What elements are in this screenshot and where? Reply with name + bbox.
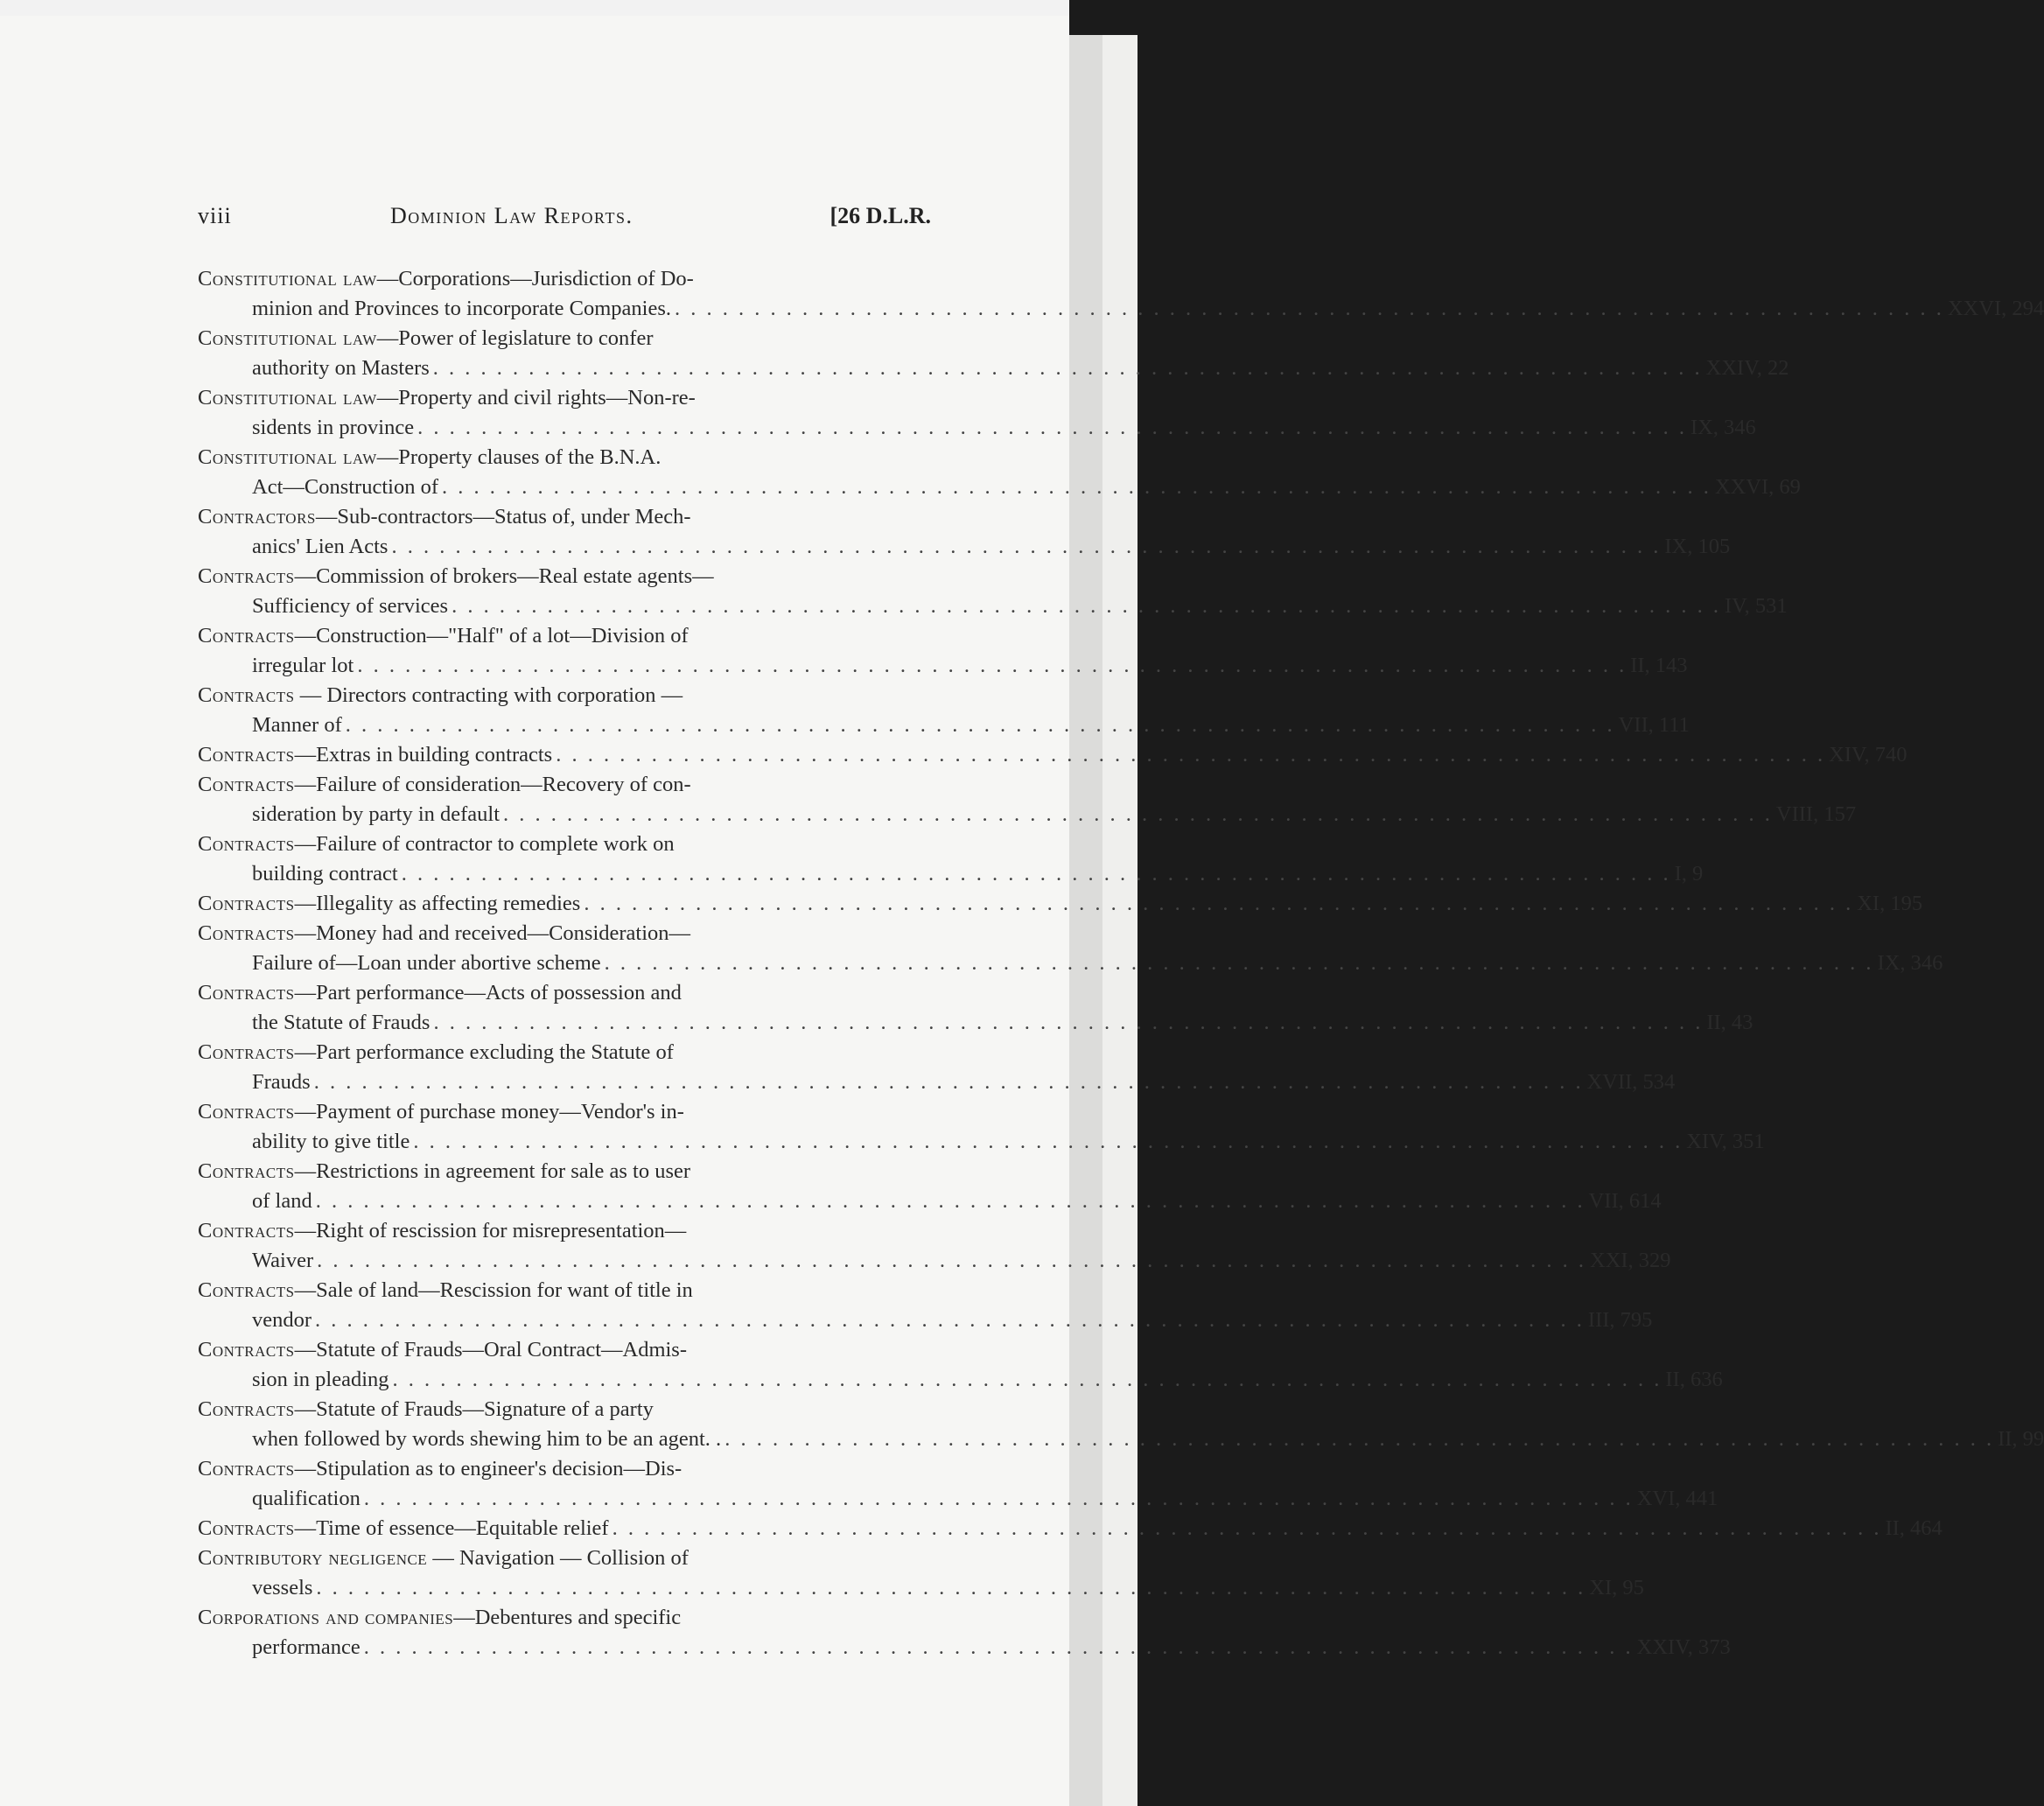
index-entry: [198, 324, 1789, 383]
entry-first-line: [198, 978, 934, 1008]
entry-heading: Constitutional law: [198, 326, 377, 350]
entry-subject: —Debentures and specific: [453, 1606, 682, 1629]
index-entry: [198, 740, 1908, 770]
entry-first-line: [198, 1335, 934, 1365]
index-entry: [198, 770, 1857, 830]
entry-citation: XXIV, 22: [1705, 356, 1789, 380]
entry-continuation-line: [198, 592, 1788, 621]
entry-subject: —Illegality as affecting remedies: [294, 892, 581, 915]
entry-subject: —Failure of contractor to complete work on: [294, 832, 675, 856]
index-entries: [198, 264, 2044, 1662]
index-entry: [198, 1544, 1644, 1603]
entry-heading: Contracts: [198, 1278, 295, 1302]
entry-citation: II, 464: [1885, 1516, 1942, 1540]
entry-citation: XVII, 534: [1586, 1070, 1676, 1094]
dot-leader: . . . . . . . . . . . . . . . . . . . . . . . . . . . . . . . . . . . . . . . . . . . . . . . . . . . . . . . . . . . . . . . . . . . . . . . . . . . . . . . .: [413, 1130, 1684, 1153]
entry-subject: —Part performance excluding the Statute of: [294, 1040, 674, 1064]
dot-leader: . . . . . . . . . . . . . . . . . . . . . . . . . . . . . . . . . . . . . . . . . . . . . . . . . . . . . . . . . . . . . . . . . . . . . . . . . . . . . . . .: [503, 802, 1773, 826]
entry-subject: —Money had and received—Consideration—: [294, 921, 691, 945]
entry-continuation-line: [198, 413, 1756, 443]
entry-first-line: [198, 1216, 934, 1246]
entry-heading: Contracts: [198, 1338, 295, 1362]
dot-leader: . . . . . . . . . . . . . . . . . . . . . . . . . . . . . . . . . . . . . . . . . . . . . . . . . . . . . . . . . . . . . . . . . . . . . . . . . . . . . . . .: [401, 862, 1671, 886]
dot-leader: . . . . . . . . . . . . . . . . . . . . . . . . . . . . . . . . . . . . . . . . . . . . . . . . . . . . . . . . . . . . . . . . . . . . . . . . . . . . . . . .: [345, 713, 1615, 737]
entry-continuation-line: [198, 710, 1690, 740]
dot-leader: . . . . . . . . . . . . . . . . . . . . . . . . . . . . . . . . . . . . . . . . . . . . . . . . . . . . . . . . . . . . . . . . . . . . . . . . . . . . . . . .: [675, 297, 1944, 320]
entry-first-line: [198, 1276, 934, 1306]
dot-leader: . . . . . . . . . . . . . . . . . . . . . . . . . . . . . . . . . . . . . . . . . . . . . . . . . . . . . . . . . . . . . . . . . . . . . . . . . . . . . . . .: [724, 1427, 1995, 1451]
index-entry: [198, 1603, 1731, 1662]
entry-citation: VII, 614: [1588, 1189, 1662, 1213]
entry-continuation-line: [198, 1573, 1644, 1603]
scan-background-corner: [1069, 0, 1183, 35]
entry-continuation-line: [198, 1484, 1718, 1514]
dot-leader: . . . . . . . . . . . . . . . . . . . . . . . . . . . . . . . . . . . . . . . . . . . . . . . . . . . . . . . . . . . . . . . . . . . . . . . . . . . . . . . .: [452, 594, 1721, 618]
dot-leader: . . . . . . . . . . . . . . . . . . . . . . . . . . . . . . . . . . . . . . . . . . . . . . . . . . . . . . . . . . . . . . . . . . . . . . . . . . . . . . . .: [556, 743, 1826, 766]
entry-subject: — Navigation — Collision of: [427, 1546, 689, 1570]
dot-leader: . . . . . . . . . . . . . . . . . . . . . . . . . . . . . . . . . . . . . . . . . . . . . . . . . . . . . . . . . . . . . . . . . . . . . . . . . . . . . . . .: [391, 535, 1662, 558]
entry-continuation-line: [198, 294, 2044, 324]
index-entry: [198, 264, 2044, 324]
index-entry: [198, 1038, 1676, 1097]
entry-subject: — Directors contracting with corporation —: [294, 683, 683, 707]
dot-leader: . . . . . . . . . . . . . . . . . . . . . . . . . . . . . . . . . . . . . . . . . . . . . . . . . . . . . . . . . . . . . . . . . . . . . . . . . . . . . . . .: [612, 1516, 1882, 1540]
entry-continuation-line: [198, 1127, 1765, 1157]
entry-first-line: [198, 1157, 934, 1186]
dot-leader: . . . . . . . . . . . . . . . . . . . . . . . . . . . . . . . . . . . . . . . . . . . . . . . . . . . . . . . . . . . . . . . . . . . . . . . . . . . . . . . .: [315, 1308, 1585, 1332]
volume-reference: [26 D.L.R.: [830, 203, 931, 228]
page-header: [198, 203, 931, 238]
entry-continuation: Failure of—Loan under abortive scheme: [252, 951, 601, 975]
entry-first-line: [198, 502, 934, 532]
entry-citation: II, 43: [1706, 1011, 1754, 1034]
entry-continuation-line: [198, 532, 1731, 562]
entry-citation: VIII, 157: [1775, 802, 1857, 826]
entry-continuation-line: [198, 1186, 1662, 1216]
entry-citation: II, 636: [1665, 1368, 1723, 1391]
entry-citation: III, 795: [1587, 1308, 1653, 1332]
entry-first-line: [198, 1544, 934, 1573]
entry-first-line: [198, 830, 934, 859]
entry-continuation: when followed by words shewing him to be an agent. .: [252, 1427, 722, 1451]
entry-heading: Contracts: [198, 743, 295, 766]
entry-subject: —Stipulation as to engineer's decision—Dis-: [294, 1457, 682, 1480]
entry-citation: IX, 346: [1877, 951, 1943, 975]
entry-heading: Contracts: [198, 921, 295, 945]
entry-continuation: sideration by party in default: [252, 802, 500, 826]
dot-leader: . . . . . . . . . . . . . . . . . . . . . . . . . . . . . . . . . . . . . . . . . . . . . . . . . . . . . . . . . . . . . . . . . . . . . . . . . . . . . . . .: [417, 416, 1687, 439]
entry-first-line: [198, 383, 934, 413]
entry-heading: Corporations and companies: [198, 1606, 454, 1629]
entry-continuation: of land: [252, 1189, 312, 1213]
entry-continuation-line: [198, 948, 1943, 978]
index-entry: [198, 383, 1756, 443]
dot-leader: . . . . . . . . . . . . . . . . . . . . . . . . . . . . . . . . . . . . . . . . . . . . . . . . . . . . . . . . . . . . . . . . . . . . . . . . . . . . . . . .: [604, 951, 1874, 975]
entry-citation: II, 143: [1630, 654, 1688, 677]
dot-leader: . . . . . . . . . . . . . . . . . . . . . . . . . . . . . . . . . . . . . . . . . . . . . . . . . . . . . . . . . . . . . . . . . . . . . . . . . . . . . . . .: [317, 1249, 1587, 1272]
index-entry: [198, 889, 1923, 919]
entry-continuation: performance: [252, 1635, 360, 1659]
entry-citation: VII, 111: [1618, 713, 1690, 737]
entry-heading: Contracts: [198, 1159, 295, 1183]
entry-subject: —Property and civil rights—Non-re-: [376, 386, 696, 410]
dot-leader: . . . . . . . . . . . . . . . . . . . . . . . . . . . . . . . . . . . . . . . . . . . . . . . . . . . . . . . . . . . . . . . . . . . . . . . . . . . . . . . .: [315, 1189, 1586, 1213]
dot-leader: . . . . . . . . . . . . . . . . . . . . . . . . . . . . . . . . . . . . . . . . . . . . . . . . . . . . . . . . . . . . . . . . . . . . . . . . . . . . . . . .: [316, 1576, 1586, 1600]
entry-subject: —Time of essence—Equitable relief: [294, 1516, 609, 1540]
entry-continuation: Act—Construction of: [252, 475, 438, 499]
entry-first-line: [198, 443, 934, 472]
entry-citation: IX, 105: [1664, 535, 1731, 558]
entry-subject: —Property clauses of the B.N.A.: [376, 445, 662, 469]
entry-continuation: the Statute of Frauds: [252, 1011, 430, 1034]
entry-heading: Constitutional law: [198, 267, 377, 290]
entry-first-line: [198, 324, 934, 354]
entry-heading: Contracts: [198, 1219, 295, 1242]
entry-continuation: irregular lot: [252, 654, 354, 677]
dot-leader: . . . . . . . . . . . . . . . . . . . . . . . . . . . . . . . . . . . . . . . . . . . . . . . . . . . . . . . . . . . . . . . . . . . . . . . . . . . . . . . .: [432, 356, 1703, 380]
dot-leader: . . . . . . . . . . . . . . . . . . . . . . . . . . . . . . . . . . . . . . . . . . . . . . . . . . . . . . . . . . . . . . . . . . . . . . . . . . . . . . . .: [442, 475, 1712, 499]
index-entry: [198, 830, 1704, 889]
index-entry: [198, 1454, 1718, 1514]
entry-heading: Contracts: [198, 981, 295, 1004]
page-number: viii: [198, 203, 232, 228]
dot-leader: . . . . . . . . . . . . . . . . . . . . . . . . . . . . . . . . . . . . . . . . . . . . . . . . . . . . . . . . . . . . . . . . . . . . . . . . . . . . . . . .: [433, 1011, 1704, 1034]
entry-continuation-line: [198, 651, 1688, 681]
entry-continuation: anics' Lien Acts: [252, 535, 388, 558]
entry-first-line: [198, 681, 934, 710]
index-entry: [198, 1276, 1653, 1335]
entry-continuation: vessels: [252, 1576, 313, 1600]
dot-leader: . . . . . . . . . . . . . . . . . . . . . . . . . . . . . . . . . . . . . . . . . . . . . . . . . . . . . . . . . . . . . . . . . . . . . . . . . . . . . . . .: [363, 1487, 1634, 1510]
entry-heading: Contracts: [198, 1397, 295, 1421]
entry-citation: XIV, 740: [1829, 743, 1908, 766]
index-entry: [198, 1335, 1723, 1395]
entry-continuation: vendor: [252, 1308, 312, 1332]
dot-leader: . . . . . . . . . . . . . . . . . . . . . . . . . . . . . . . . . . . . . . . . . . . . . . . . . . . . . . . . . . . . . . . . . . . . . . . . . . . . . . . .: [357, 654, 1628, 677]
entry-subject: —Sale of land—Rescission for want of title in: [294, 1278, 693, 1302]
entry-first-line: [198, 1454, 934, 1484]
entry-heading: Contracts: [198, 1040, 295, 1064]
entry-citation: I, 9: [1674, 862, 1704, 886]
entry-continuation-line: [198, 1008, 1754, 1038]
entry-citation: XIV, 351: [1686, 1130, 1765, 1153]
entry-heading: Contracts: [198, 683, 295, 707]
entry-subject: —Payment of purchase money—Vendor's in-: [294, 1100, 684, 1124]
entry-citation: IX, 346: [1690, 416, 1756, 439]
entry-continuation-line: [198, 1068, 1676, 1097]
index-entry: [198, 502, 1731, 562]
entry-subject: —Construction—"Half" of a lot—Division of: [294, 624, 689, 648]
entry-continuation-line: [198, 1306, 1653, 1335]
entry-subject: —Part performance—Acts of possession and: [294, 981, 682, 1004]
entry-heading: Contributory negligence: [198, 1546, 428, 1570]
entry-continuation: authority on Masters: [252, 356, 430, 380]
index-entry: [198, 1514, 1942, 1544]
entry-citation: XXI, 329: [1590, 1249, 1671, 1272]
entry-subject: —Sub-contractors—Status of, under Mech-: [315, 505, 691, 528]
entry-continuation-line: [198, 1633, 1731, 1662]
entry-citation: XXIV, 373: [1636, 1635, 1731, 1659]
entry-subject: —Right of rescission for misrepresentation—: [294, 1219, 687, 1242]
entry-subject: —Failure of consideration—Recovery of con-: [294, 773, 691, 796]
entry-first-line: [198, 1038, 934, 1068]
entry-citation: XXVI, 294: [1947, 297, 2044, 320]
entry-first-line: [198, 889, 1923, 919]
entry-citation: XI, 95: [1589, 1576, 1644, 1600]
entry-continuation-line: [198, 859, 1704, 889]
entry-first-line: [198, 562, 934, 592]
index-entry: [198, 681, 1690, 740]
entry-subject: —Statute of Frauds—Oral Contract—Admis-: [294, 1338, 687, 1362]
entry-first-line: [198, 770, 934, 800]
entry-continuation-line: [198, 800, 1857, 830]
entry-heading: Contracts: [198, 564, 295, 588]
entry-subject: —Corporations—Jurisdiction of Do-: [376, 267, 694, 290]
index-entry: [198, 621, 1688, 681]
entry-citation: II, 99: [1998, 1427, 2044, 1451]
entry-continuation: Waiver: [252, 1249, 314, 1272]
entry-citation: XVI, 441: [1636, 1487, 1718, 1510]
entry-subject: —Extras in building contracts: [294, 743, 553, 766]
entry-continuation-line: [198, 1365, 1723, 1395]
entry-subject: —Statute of Frauds—Signature of a party: [294, 1397, 654, 1421]
entry-continuation: qualification: [252, 1487, 360, 1510]
entry-heading: Contracts: [198, 892, 295, 915]
index-entry: [198, 978, 1754, 1038]
entry-continuation-line: [198, 1424, 2044, 1454]
entry-heading: Constitutional law: [198, 386, 377, 410]
dot-leader: . . . . . . . . . . . . . . . . . . . . . . . . . . . . . . . . . . . . . . . . . . . . . . . . . . . . . . . . . . . . . . . . . . . . . . . . . . . . . . . .: [584, 892, 1854, 915]
entry-continuation: Manner of: [252, 713, 342, 737]
entry-continuation: sidents in province: [252, 416, 415, 439]
entry-heading: Contracts: [198, 832, 295, 856]
entry-first-line: [198, 621, 934, 651]
entry-continuation: building contract: [252, 862, 398, 886]
running-title: Dominion Law Reports.: [390, 203, 634, 228]
entry-continuation-line: [198, 1246, 1671, 1276]
entry-heading: Contracts: [198, 773, 295, 796]
entry-continuation: Frauds: [252, 1070, 311, 1094]
entry-continuation-line: [198, 472, 1801, 502]
index-entry: [198, 562, 1788, 621]
index-entry: [198, 1216, 1671, 1276]
dot-leader: . . . . . . . . . . . . . . . . . . . . . . . . . . . . . . . . . . . . . . . . . . . . . . . . . . . . . . . . . . . . . . . . . . . . . . . . . . . . . . . .: [392, 1368, 1662, 1391]
entry-citation: IV, 531: [1724, 594, 1788, 618]
entry-first-line: [198, 1603, 934, 1633]
entry-subject: —Commission of brokers—Real estate agents—: [294, 564, 714, 588]
dot-leader: . . . . . . . . . . . . . . . . . . . . . . . . . . . . . . . . . . . . . . . . . . . . . . . . . . . . . . . . . . . . . . . . . . . . . . . . . . . . . . . .: [363, 1635, 1634, 1659]
entry-heading: Constitutional law: [198, 445, 377, 469]
entry-continuation: Sufficiency of services: [252, 594, 449, 618]
entry-citation: XI, 195: [1857, 892, 1923, 915]
entry-subject: —Power of legislature to confer: [376, 326, 654, 350]
entry-heading: Contractors: [198, 505, 316, 528]
entry-continuation: sion in pleading: [252, 1368, 389, 1391]
entry-first-line: [198, 1395, 934, 1424]
index-entry: [198, 1157, 1662, 1216]
entry-first-line: [198, 740, 1908, 770]
index-entry: [198, 919, 1943, 978]
entry-subject: —Restrictions in agreement for sale as to user: [294, 1159, 691, 1183]
dot-leader: . . . . . . . . . . . . . . . . . . . . . . . . . . . . . . . . . . . . . . . . . . . . . . . . . . . . . . . . . . . . . . . . . . . . . . . . . . . . . . . .: [313, 1070, 1584, 1094]
index-entry: [198, 443, 1801, 502]
entry-first-line: [198, 264, 934, 294]
entry-continuation: ability to give title: [252, 1130, 410, 1153]
entry-first-line: [198, 1097, 934, 1127]
entry-heading: Contracts: [198, 1516, 295, 1540]
index-entry: [198, 1097, 1765, 1157]
entry-citation: XXVI, 69: [1714, 475, 1801, 499]
entry-continuation-line: [198, 354, 1789, 383]
index-entry: [198, 1395, 2044, 1454]
entry-heading: Contracts: [198, 1100, 295, 1124]
entry-continuation: minion and Provinces to incorporate Companies.: [252, 297, 672, 320]
entry-first-line: [198, 1514, 1942, 1544]
entry-heading: Contracts: [198, 624, 295, 648]
entry-heading: Contracts: [198, 1457, 295, 1480]
entry-first-line: [198, 919, 934, 948]
